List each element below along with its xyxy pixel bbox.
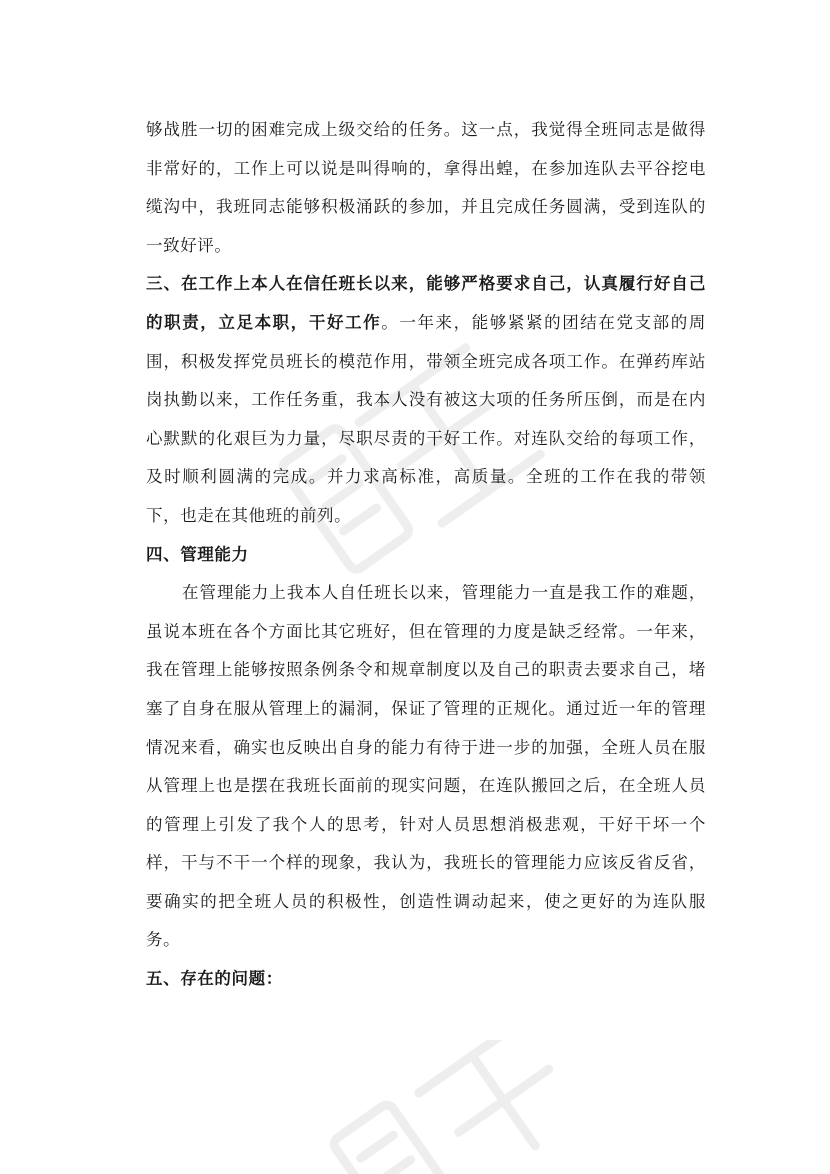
text-segment: 够战胜一切的困难完成上级交给的任务。这一点，我觉得全班同志是做得非常好的，工作上可以说是叫得响的，拿得出蝗，在参加连队去平谷挖电缆沟中，我班同志能够积极涌跃的参加，并且完成任务圆满，受到连队的一致好评。	[146, 120, 706, 255]
paragraph	[146, 265, 706, 535]
paragraph	[146, 574, 706, 960]
text-segment: 在管理能力上我本人自任班长以来，管理能力一直是我工作的难题，虽说本班在各个方面比其它班好，但在管理的力度是缺乏经常。一年来，我在管理上能够按照条例条令和规章制度以及自己的职责去要求自己，堵塞了自身在服从管理上的漏洞，保证了管理的正规化。通过近一年的管理情况来看，确实也反映出自身的能力有待于进一步的加强，全班人员在服从管理上也是摆在我班长面前的现实问题，在连队搬回之后，在全班人员的管理上引发了我个人的思考，针对人员思想消极悲观，干好干坏一个样，干与不干一个样的现象，我认为，我班长的管理能力应该反省反省，要确实的把全班人员的积极性，创造性调动起来，使之更好的为连队服务。	[146, 583, 706, 950]
paragraph	[146, 960, 706, 999]
document-body	[146, 111, 706, 999]
paragraph	[146, 536, 706, 575]
stamp-watermark-icon-bottom	[300, 1040, 600, 1174]
text-segment: 。一年来，能够紧紧的团结在党支部的周围，积极发挥党员班长的模范作用，带领全班完成各项工作。在弹药库站岗执勤以来，工作任务重，我本人没有被这大项的任务所压倒，而是在内心默默的化艰巨为力量，尽职尽责的干好工作。对连队交给的每项工作，及时顺利圆满的完成。并力求高标准，高质量。全班的工作在我的带领下，也走在其他班的前列。	[146, 312, 706, 525]
bold-text-segment: 三、在工作上本人在信任班长以来，能够严格要求自己，认真履行好自己的职责，立足本职，干好工作	[146, 274, 706, 332]
paragraph	[146, 111, 706, 265]
bold-text-segment: 五、存在的问题：	[146, 969, 283, 989]
bold-text-segment: 四、管理能力	[146, 544, 249, 564]
